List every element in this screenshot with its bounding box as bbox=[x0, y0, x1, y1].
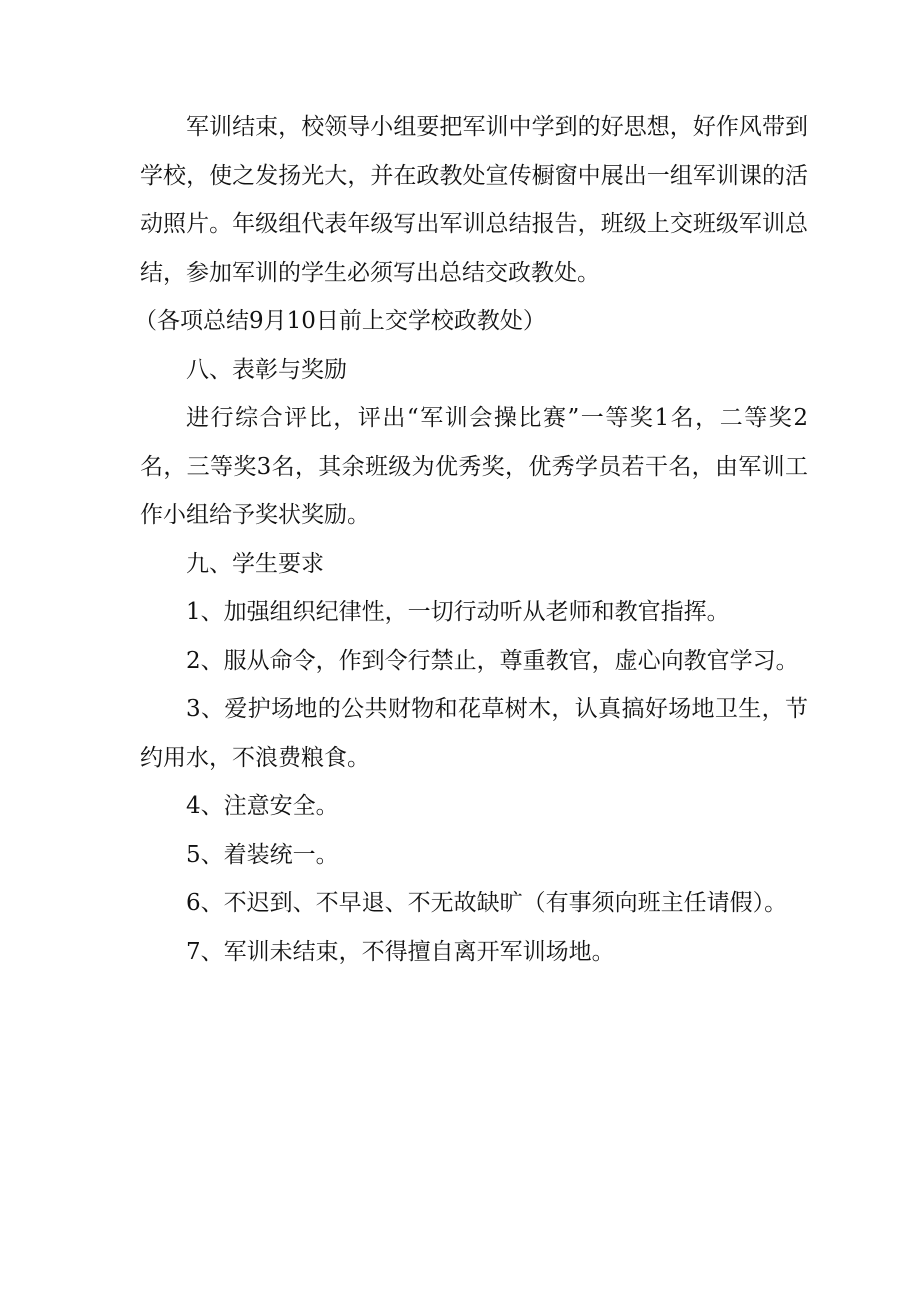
list-item-requirement-4: 4、注意安全。 bbox=[186, 793, 339, 819]
list-item-requirement-2: 2、服从命令，作到令行禁止，尊重教官，虚心向教官学习。 bbox=[186, 647, 799, 674]
paragraph-awards: 进行综合评比，评出“军训会操比赛”一等奖1名，二等奖2名，三等奖3名，其余班级为优秀奖，优秀学员若干名，由军训工作小组给予奖状奖励。 bbox=[140, 405, 808, 528]
paragraph-deadline-note: （各项总结9月10日前上交学校政教处） bbox=[134, 308, 546, 334]
list-item-requirement-3: 3、爱护场地的公共财物和花草树木，认真搞好场地卫生，节约用水，不浪费粮食。 bbox=[140, 696, 808, 771]
section-heading-student-requirements: 九、学生要求 bbox=[186, 550, 324, 577]
document-body bbox=[134, 103, 808, 976]
paragraph-summary: 军训结束，校领导小组要把军训中学到的好思想，好作风带到学校，使之发扬光大，并在政教处宣传橱窗中展出一组军训课的活动照片。年级组代表年级写出军训总结报告，班级上交班级军训总结，参加军训的学生必须写出总结交政教处。 bbox=[140, 114, 808, 286]
list-item-requirement-5: 5、着装统一。 bbox=[186, 841, 339, 868]
section-heading-awards: 八、表彰与奖励 bbox=[186, 356, 347, 383]
list-item-requirement-1: 1、加强组织纪律性，一切行动听从老师和教官指挥。 bbox=[186, 599, 730, 625]
list-item-requirement-6: 6、不迟到、不早退、不无故缺旷（有事须向班主任请假）。 bbox=[186, 890, 788, 916]
list-item-requirement-7: 7、军训未结束，不得擅自离开军训场地。 bbox=[186, 938, 615, 965]
